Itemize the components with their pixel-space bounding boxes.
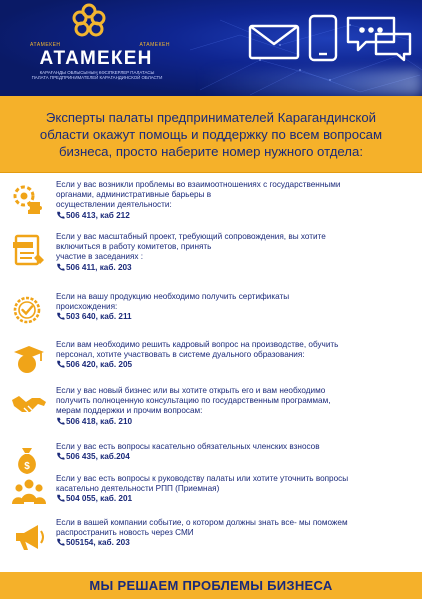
line: включиться в работу комитетов, принять: [56, 242, 212, 252]
phone-icon: [56, 211, 65, 219]
footer-banner: [0, 572, 422, 599]
contact-text: 506 420, каб. 205: [66, 360, 133, 370]
certificate-check-icon: [10, 294, 48, 328]
header-banner: [0, 0, 422, 96]
line: Если в вашей компании событие, о котором должны знать все- мы поможем: [56, 518, 348, 527]
money-bag-icon: [10, 444, 48, 478]
contact-line: [56, 452, 416, 462]
logo-small-left: АТАМЕКЕН: [30, 42, 61, 48]
list-item-text: [56, 442, 416, 462]
list-item: [8, 292, 418, 332]
list-item: [8, 232, 418, 278]
list-item: [8, 386, 418, 432]
phone-icon: [56, 494, 65, 502]
project-document-icon: [10, 234, 48, 268]
list-item: [8, 442, 418, 472]
logo-subtitle-kz: КАРАҒАНДЫ ОБЛЫСЫНЫҢ КӘСІПКЕРЛЕР ПАЛАТАСЫ: [39, 70, 155, 75]
phone-icon: [56, 452, 65, 460]
people-group-icon: [10, 476, 48, 510]
phone-icon: [56, 312, 65, 320]
header-communication-icons: [244, 12, 414, 64]
phone-icon: [56, 360, 65, 368]
line: мерам поддержки и прочим вопросам:: [56, 406, 203, 416]
line: касательно деятельности РПП (Приемная): [56, 484, 220, 494]
list-item: [8, 474, 418, 514]
contact-text: 506 435, каб.204: [66, 452, 130, 462]
service-list: [0, 172, 422, 570]
logo-wordmark: АТАМЕКЕН: [39, 48, 153, 69]
list-item-text: [56, 474, 416, 505]
contact-text: 506 413, каб 212: [66, 210, 130, 220]
contact-text: 505154, каб. 203: [66, 538, 130, 548]
list-item: [8, 340, 418, 380]
contact-text: 506 418, каб. 210: [66, 416, 133, 426]
list-item: [8, 180, 418, 226]
contact-line: [56, 494, 416, 504]
chat-bubbles-icon: [348, 18, 410, 60]
svg-text:$: $: [24, 461, 30, 472]
phone-icon: [56, 538, 65, 546]
line: распространить новость через СМИ: [56, 528, 194, 538]
megaphone-icon: [10, 520, 48, 554]
line: персонал, хотите участвовать в системе дуального образования:: [56, 350, 305, 360]
list-item: [8, 518, 418, 558]
line: органами, административные барьеры в: [56, 190, 212, 200]
list-item-text: [56, 180, 416, 221]
contact-line: [56, 312, 416, 322]
line: Если у вас масштабный проект, требующий сопровождения, вы хотите: [56, 232, 326, 241]
line: получить полноценную консультацию по государственным программам,: [56, 396, 331, 406]
list-item-text: [56, 232, 416, 273]
list-item-text: [56, 340, 416, 371]
phone-icon: [56, 417, 65, 425]
light-glow-decoration: [200, 70, 422, 96]
contact-text: 504 055, каб. 201: [66, 494, 133, 504]
atameken-logo-icon: [70, 2, 108, 42]
line: осуществлении деятельности:: [56, 200, 172, 210]
smartphone-icon: [310, 16, 336, 60]
phone-icon: [56, 263, 65, 271]
list-item-text: [56, 386, 416, 427]
logo-small-right: АТАМЕКЕН: [139, 42, 170, 48]
intro-text: Эксперты палаты предпринимателей Карагандинской области окажут помощь и поддержку по всем вопросам бизнеса, просто наберите номер нужного отдела:: [39, 109, 383, 159]
intro-banner: [0, 96, 422, 173]
contact-line: [56, 211, 416, 221]
graduation-cap-icon: [10, 342, 48, 376]
line: Если на вашу продукцию необходимо получить сертификаты: [56, 292, 290, 301]
contact-line: [56, 417, 416, 427]
list-item-text: [56, 518, 416, 549]
line: Если у вас возникли проблемы во взаимоотношениях с государственными: [56, 180, 341, 189]
line: Если у вас есть вопросы к руководству палаты или хотите уточнить вопросы: [56, 474, 349, 483]
gear-puzzle-icon: [10, 182, 48, 216]
contact-line: [56, 538, 416, 548]
contact-text: 506 411, каб. 203: [66, 262, 132, 272]
logo-subtitle-ru: ПАЛАТА ПРЕДПРИНИМАТЕЛЕЙ КАРАГАНДИНСКОЙ ОБЛАСТИ: [31, 75, 163, 81]
line: Если у вас новый бизнес или вы хотите открыть его и вам необходимо: [56, 386, 326, 395]
envelope-icon: [250, 26, 298, 58]
line: Если у вас есть вопросы касательно обязательных членских взносов: [56, 442, 320, 451]
contact-text: 503 640, каб. 211: [66, 312, 132, 322]
contact-line: [56, 263, 416, 273]
list-item-text: [56, 292, 416, 323]
handshake-icon: [10, 388, 48, 422]
footer-slogan: МЫ РЕШАЕМ ПРОБЛЕМЫ БИЗНЕСА: [89, 578, 333, 593]
line: участие в заседаниях :: [56, 252, 144, 262]
contact-line: [56, 360, 416, 370]
line: происхождения:: [56, 302, 118, 312]
logo-subtitle: [12, 70, 182, 81]
line: Если вам необходимо решить кадровый вопрос на производстве, обучить: [56, 340, 339, 349]
